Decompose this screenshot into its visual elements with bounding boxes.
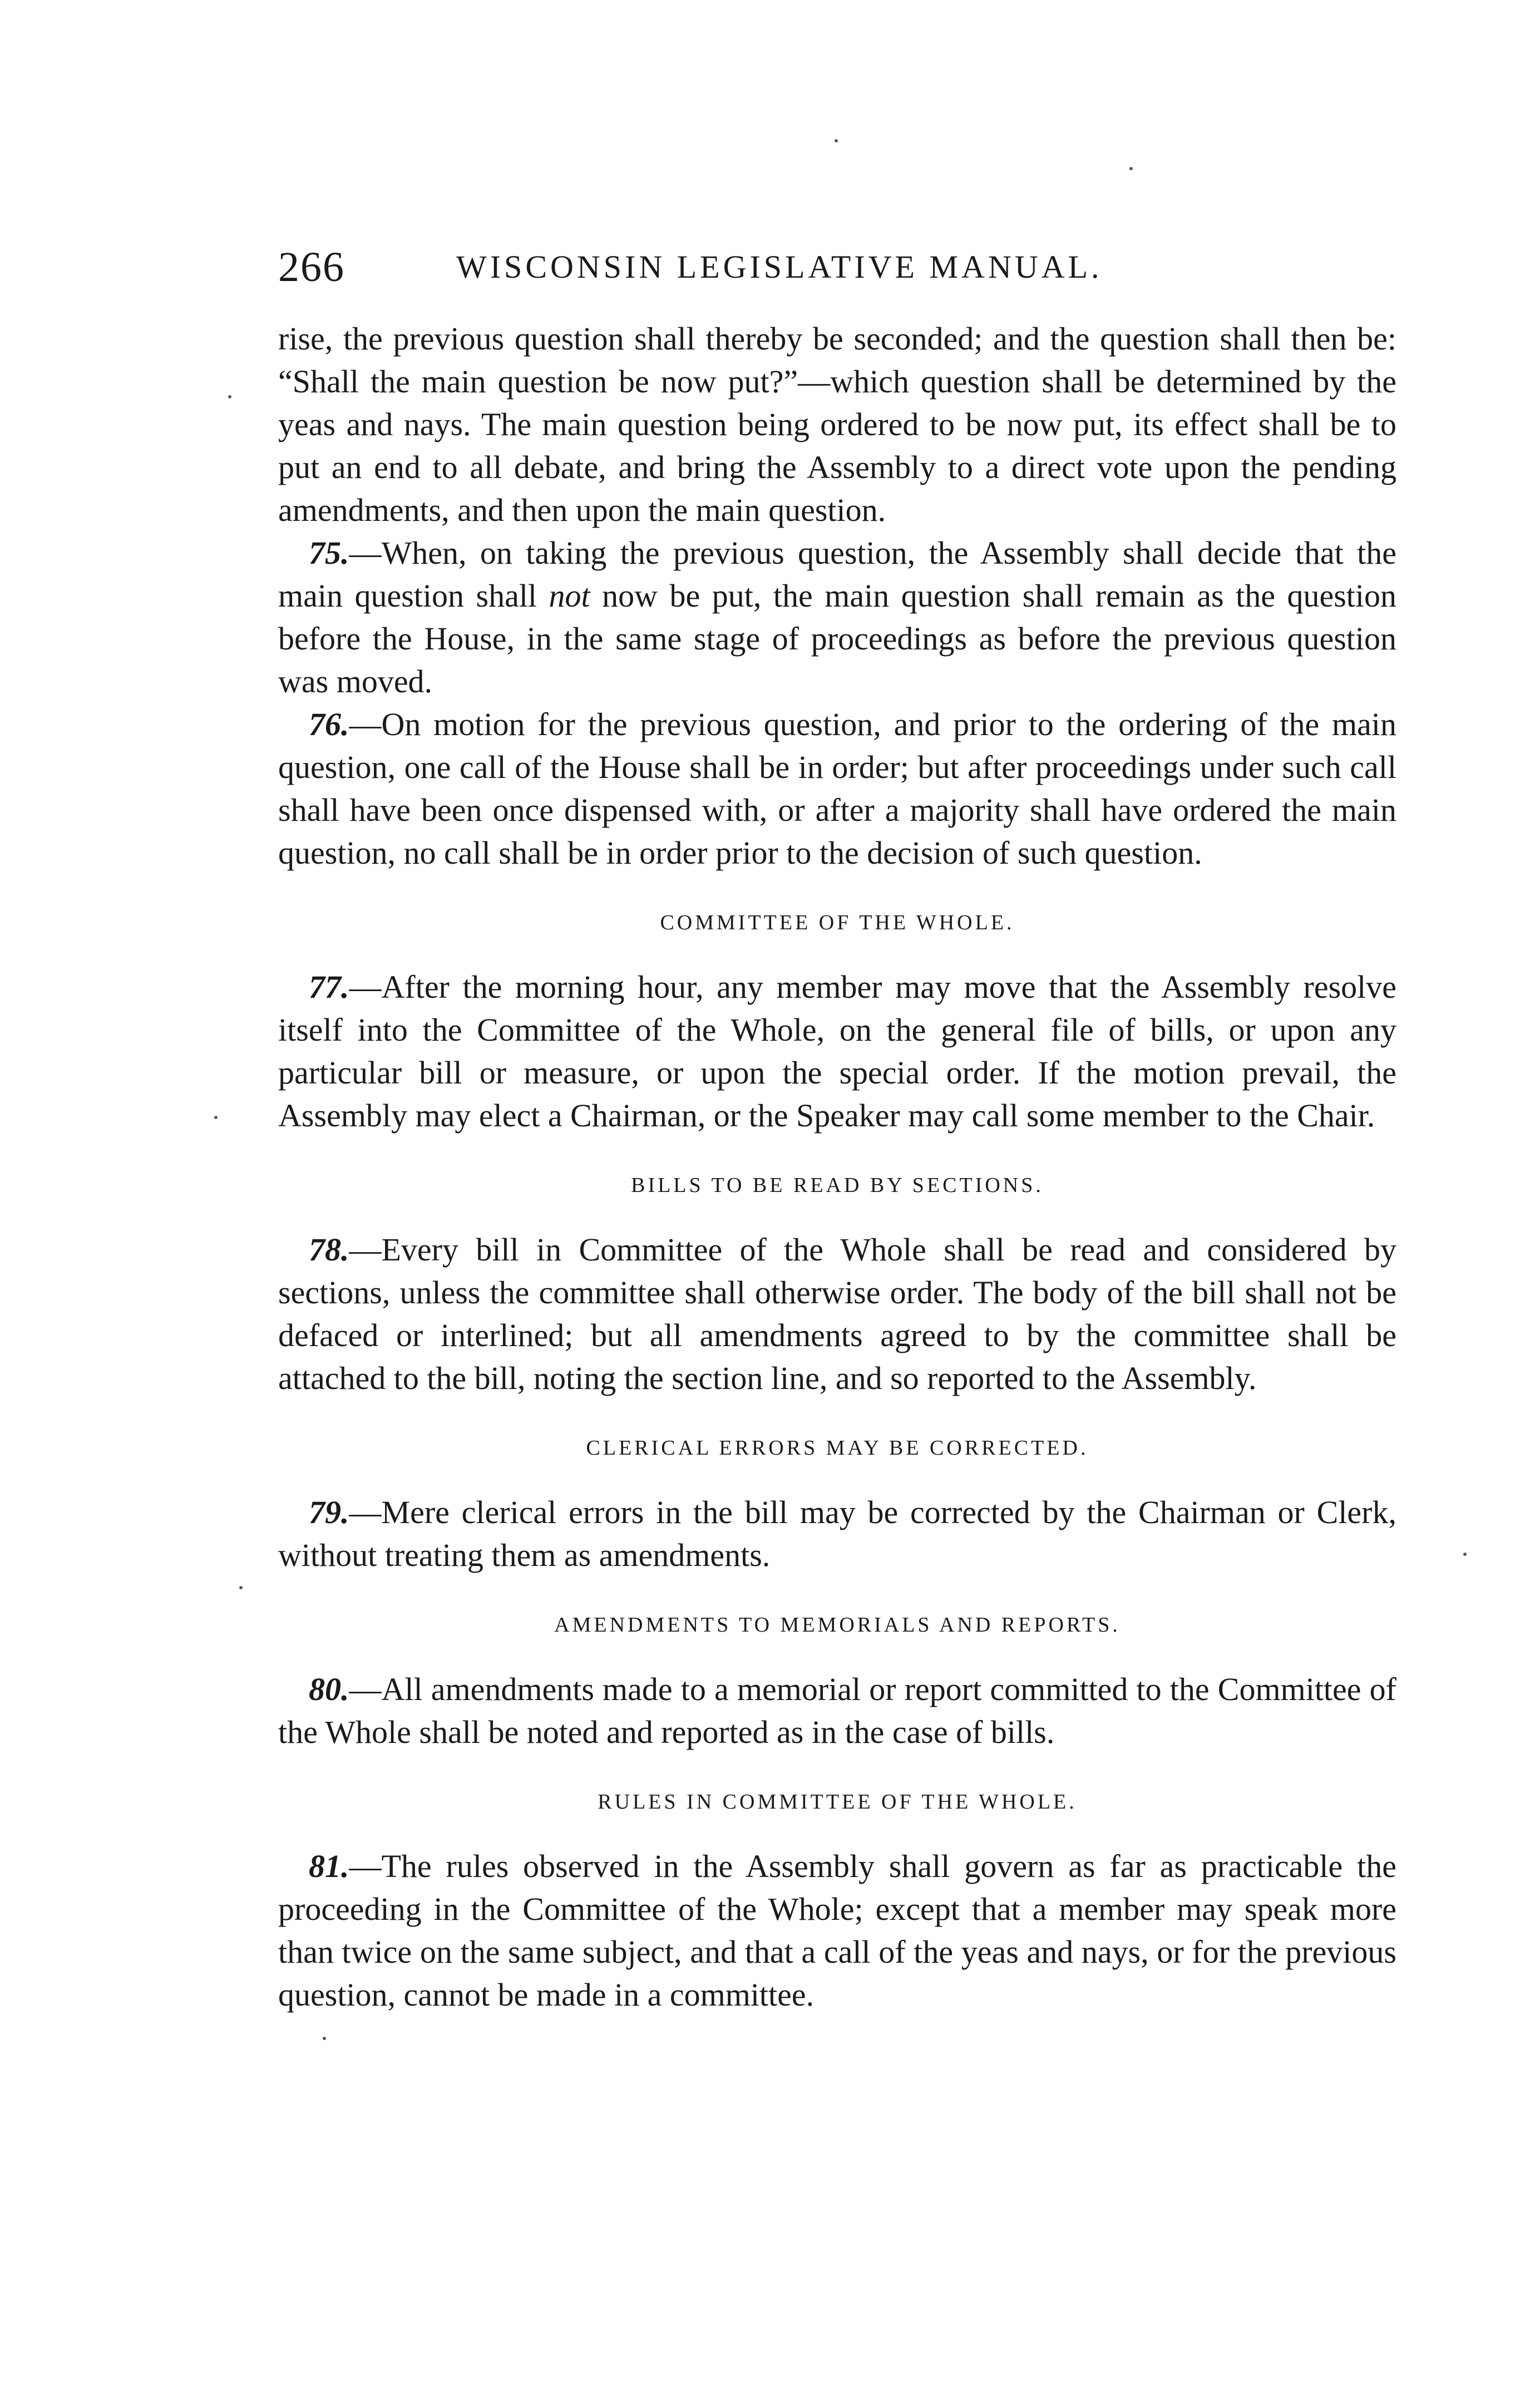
opening-paragraph: rise, the previous question shall thereby be seconded; and the question shall then be: “Shall the main question be now put?”—which question shall be determined by the yeas and nays. The main question being ordered to be now put, its effect shall be to put an end to all debate, and bring the Assembly to a direct vote upon the pending amendments, and then upon the main question. [278, 321, 1396, 528]
scan-speck [323, 2037, 326, 2040]
scan-speck [1463, 1553, 1467, 1556]
rule-75-emphasis: not [549, 578, 590, 614]
heading-bills-read-by-sections: BILLS TO BE READ BY SECTIONS. [631, 1174, 1044, 1197]
rule-75-number: 75. [309, 535, 349, 571]
rule-76-text: —On motion for the previous question, and prior to the ordering of the main question, one call of the House shall be in order; but after proceedings under such call shall have been once dispensed with, or after a majority shall have ordered the main question, no call shall be in order prior to the decision of such question. [278, 706, 1396, 871]
rule-75-text-before: —When, on taking the previous question, the Assembly shall decide that the main question shall [278, 535, 1396, 614]
scan-speck [228, 395, 231, 398]
running-title: WISCONSIN LEGISLATIVE MANUAL. [456, 249, 1103, 285]
scan-speck [1129, 167, 1133, 170]
rule-75-paragraph [278, 531, 1396, 703]
rule-75-text-after: now be put, the main question shall remain as the question before the House, in the same stage of proceedings as before the previous question was moved. [278, 578, 1397, 699]
rule-79-number: 79. [309, 1494, 349, 1530]
rule-77-text: —After the morning hour, any member may move that the Assembly resolve itself into the Committee of the Whole, on the general file of bills, or upon any particular bill or measure, or upon the special order. If the motion prevail, the Assembly may elect a Chairman, or the Speaker may call some member to the Chair. [278, 969, 1396, 1134]
body-text [278, 317, 1396, 2016]
page-header [278, 234, 1179, 300]
heading-rules-committee-of-whole: RULES IN COMMITTEE OF THE WHOLE. [598, 1790, 1077, 1814]
rule-80-paragraph [278, 1668, 1396, 1753]
scan-speck [239, 1586, 243, 1589]
rule-78-paragraph [278, 1228, 1396, 1400]
rule-79-paragraph [278, 1491, 1396, 1577]
page-number: 266 [278, 244, 345, 290]
rule-80-number: 80. [309, 1671, 349, 1707]
scan-speck [835, 139, 838, 142]
scan-speck [214, 1116, 218, 1119]
rule-80-text: —All amendments made to a memorial or report committed to the Committee of the Whole shall be noted and reported as in the case of bills. [278, 1671, 1396, 1750]
heading-clerical-errors: CLERICAL ERRORS MAY BE CORRECTED. [586, 1436, 1089, 1460]
rule-77-paragraph [278, 965, 1396, 1137]
rule-81-paragraph [278, 1845, 1396, 2016]
rule-79-text: —Mere clerical errors in the bill may be corrected by the Chairman or Clerk, without treating them as amendments. [278, 1494, 1396, 1573]
rule-81-number: 81. [309, 1848, 349, 1884]
rule-81-text: —The rules observed in the Assembly shall govern as far as practicable the proceeding in the Committee of the Whole; except that a member may speak more than twice on the same subject, and that a call of the yeas and nays, or for the previous question, cannot be made in a committee. [278, 1848, 1396, 2013]
rule-78-text: —Every bill in Committee of the Whole shall be read and considered by sections, unless the committee shall otherwise order. The body of the bill shall not be defaced or interlined; but all amendments agreed to by the committee shall be attached to the bill, noting the section line, and so reported to the Assembly. [278, 1231, 1396, 1396]
heading-committee-of-the-whole: COMMITTEE OF THE WHOLE. [660, 911, 1015, 934]
rule-76-number: 76. [309, 706, 349, 742]
rule-76-paragraph [278, 703, 1396, 874]
heading-amendments-memorials-reports: AMENDMENTS TO MEMORIALS AND REPORTS. [554, 1613, 1121, 1637]
rule-77-number: 77. [309, 969, 349, 1005]
rule-78-number: 78. [309, 1231, 349, 1268]
